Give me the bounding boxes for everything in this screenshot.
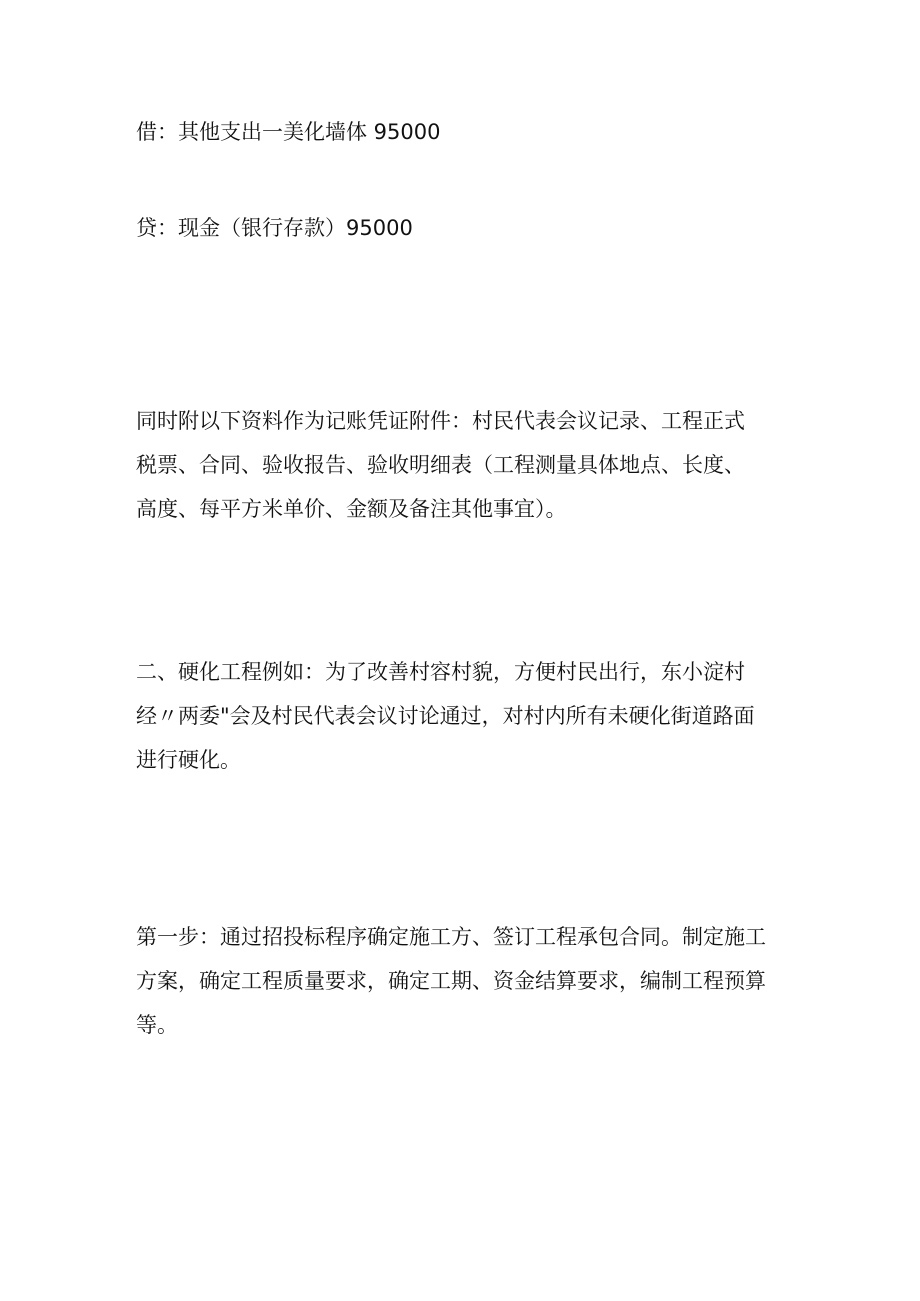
debit-line: 借：其他支出一美化墙体 95000 — [136, 120, 441, 144]
credit-entry — [136, 206, 796, 250]
paragraph-line: 第一步：通过招投标程序确定施工方、签订工程承包合同。制定施工 — [136, 925, 766, 949]
paragraph-line: 高度、每平方米单价、金额及备注其他事宜）。 — [136, 497, 567, 521]
step-one-paragraph — [136, 915, 796, 1047]
paragraph-line: 等。 — [136, 1013, 178, 1037]
paragraph-line: 方案，确定工程质量要求，确定工期、资金结算要求，编制工程预算 — [136, 969, 766, 993]
attachments-paragraph — [136, 399, 796, 531]
debit-entry — [136, 110, 796, 154]
paragraph-line: 进行硬化。 — [136, 748, 241, 772]
section-two-paragraph — [136, 650, 796, 782]
credit-line: 贷：现金（银行存款）95000 — [136, 216, 413, 240]
paragraph-line: 经〃两委"会及村民代表会议讨论通过，对村内所有未硬化街道路面 — [136, 704, 755, 728]
paragraph-line: 二、硬化工程例如：为了改善村容村貌，方便村民出行，东小淀村 — [136, 660, 745, 684]
paragraph-line: 同时附以下资料作为记账凭证附件：村民代表会议记录、工程正式 — [136, 409, 745, 433]
paragraph-line: 税票、合同、验收报告、验收明细表（工程测量具体地点、长度、 — [136, 453, 745, 477]
